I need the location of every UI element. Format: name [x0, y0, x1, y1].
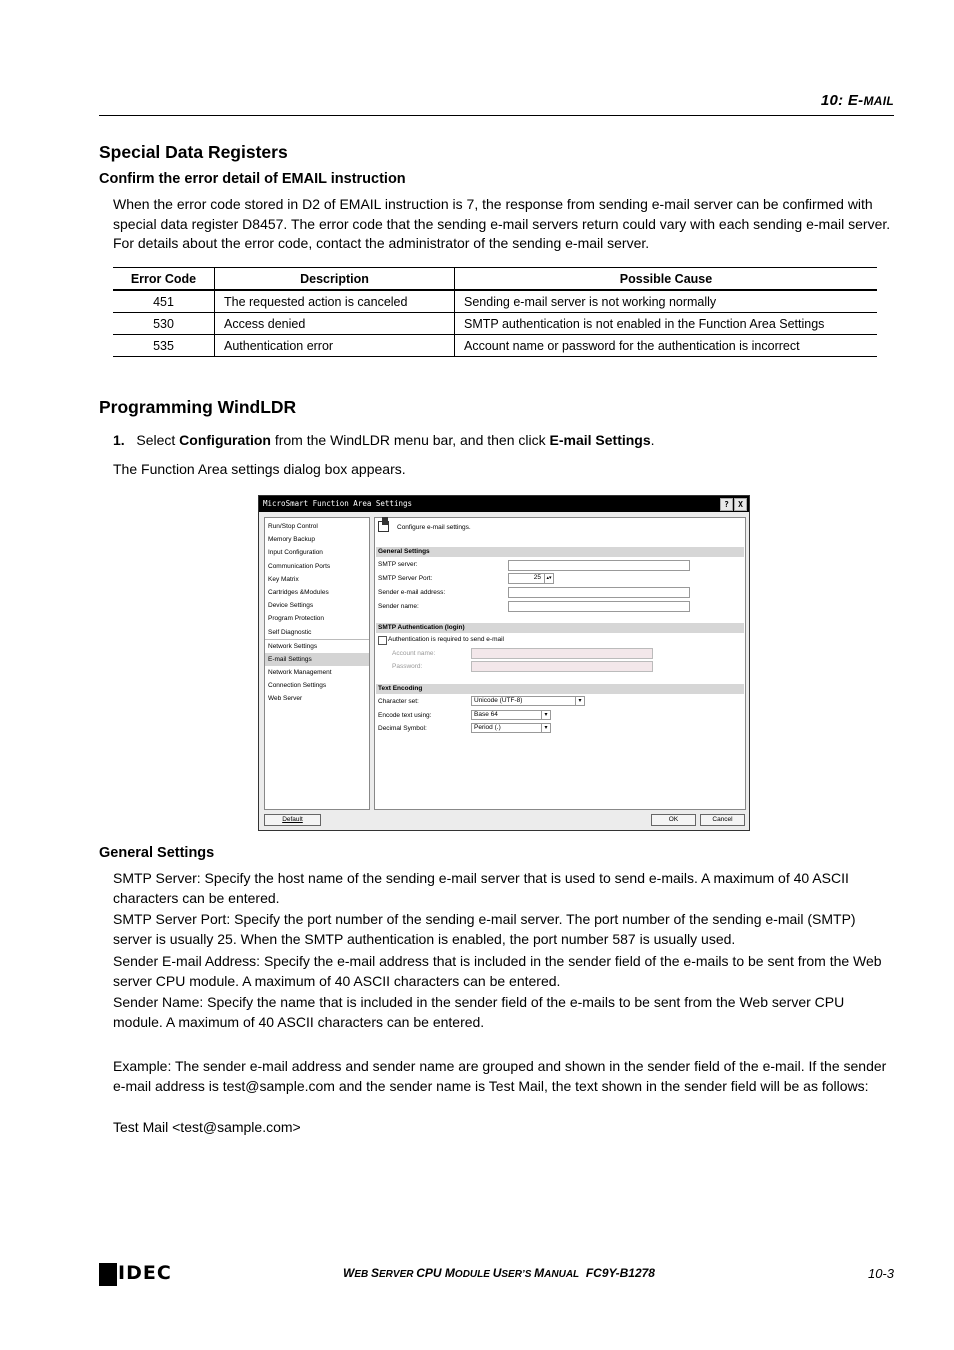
- tree-item-network-settings[interactable]: Network Settings: [265, 639, 369, 653]
- decimal-value: Period (.): [474, 724, 501, 731]
- smtp-server-input[interactable]: [508, 560, 690, 571]
- sender-email-label: Sender e-mail address:: [378, 589, 446, 596]
- configure-email-label: Configure e-mail settings.: [397, 524, 471, 531]
- sender-email-paragraph: Sender E-mail Address: Specify the e-mail address that is included in the sender field of the e-mails to be sent from the Web server CPU module. A maximum of 40 ASCII characters can be entered.: [113, 953, 882, 989]
- error-intro-paragraph: When the error code stored in D2 of EMAIL instruction is 7, the response from sending e-mail server can be confirmed with special data register D8457. The error code that the sending e-mail servers return could vary with each sending e-mail server. For details about the error code, contact the administrator of the sending e-mail server.: [113, 196, 891, 251]
- checkbox-check-icon: [382, 517, 388, 525]
- encode-label: Encode text using:: [378, 712, 432, 719]
- decimal-label: Decimal Symbol:: [378, 725, 427, 732]
- text-encoding-header: Text Encoding: [376, 684, 744, 694]
- step-text-pre: Select: [136, 432, 180, 448]
- smtp-server-paragraph: SMTP Server: Specify the host name of the sending e-mail server that is used to send e-mails. A maximum of 40 ASCII characters can be entered.: [113, 870, 849, 906]
- ok-button[interactable]: OK: [651, 814, 696, 826]
- menu-configuration: Configuration: [179, 432, 271, 448]
- general-settings-header: General Settings: [376, 547, 744, 557]
- step-text-mid: from the WindLDR menu bar, and then click: [270, 432, 550, 448]
- cause-cell: SMTP authentication is not enabled in the Function Area Settings: [455, 313, 878, 335]
- description-cell: Authentication error: [215, 335, 455, 357]
- idec-logo-mark: [99, 1263, 117, 1286]
- tree-item-self-diagnostic[interactable]: Self Diagnostic: [268, 628, 312, 636]
- manual-title: WEB SERVER CPU MODULE USER’S MANUAL FC9Y-B1278: [343, 1266, 655, 1280]
- smtp-port-stepper[interactable]: [508, 573, 554, 584]
- cause-cell: Account name or password for the authentication is incorrect: [455, 335, 878, 357]
- table-row: [113, 335, 877, 357]
- function-area-settings-dialog: [258, 495, 750, 831]
- stepper-arrows-icon[interactable]: ▴▾: [544, 574, 553, 583]
- doc-code: FC9Y-B1278: [585, 1266, 655, 1280]
- tree-item-cartridges[interactable]: Cartridges &Modules: [268, 588, 329, 596]
- smtp-port-paragraph: SMTP Server Port: Specify the port number of the sending e-mail server. The port number of the sending e-mail (SMTP) server is usually 25. When the SMTP authentication is enabled, the port number 587 is usually used.: [113, 911, 856, 947]
- decimal-select[interactable]: [471, 723, 551, 733]
- example-result: Test Mail <test@sample.com>: [113, 1119, 301, 1135]
- sender-name-input[interactable]: [508, 601, 690, 612]
- password-label: Password:: [392, 663, 423, 670]
- chevron-down-icon[interactable]: ▾: [541, 711, 550, 719]
- cancel-button[interactable]: Cancel: [700, 814, 745, 826]
- auth-required-checkbox[interactable]: [378, 636, 387, 645]
- example-paragraph: Example: The sender e-mail address and sender name are grouped and shown in the sender field of the e-mail. If the sender e-mail address is test@sample.com and the sender name is Test Mail, the text shown in the sender field will be as follows:: [113, 1058, 887, 1094]
- column-header-description: Description: [215, 268, 455, 291]
- close-icon[interactable]: X: [734, 498, 747, 511]
- charset-select[interactable]: [471, 696, 585, 706]
- step-number: 1.: [113, 432, 125, 448]
- encode-select[interactable]: [471, 710, 551, 720]
- section-title-general-settings: General Settings: [99, 845, 215, 861]
- smtp-port-label: SMTP Server Port:: [378, 575, 433, 582]
- charset-value: Unicode (UTF-8): [474, 697, 523, 704]
- email-settings-panel: [374, 517, 746, 810]
- dialog-title: MicroSmart Function Area Settings: [263, 499, 413, 508]
- chapter-title: 10: E-MAIL: [820, 92, 894, 109]
- description-cell: Access denied: [215, 313, 455, 335]
- tree-item-device-settings[interactable]: Device Settings: [268, 602, 314, 610]
- step-1-result: The Function Area settings dialog box appears.: [113, 461, 406, 477]
- tree-item-web-server[interactable]: Web Server: [268, 695, 303, 703]
- page-number: 10-3: [867, 1266, 894, 1281]
- tree-item-connection-settings[interactable]: Connection Settings: [268, 682, 327, 690]
- section-title-special-data-registers: Special Data Registers: [99, 142, 288, 162]
- subsection-title-confirm-error: Confirm the error detail of EMAIL instruction: [99, 171, 406, 187]
- error-code-cell: 451: [113, 290, 215, 313]
- encode-value: Base 64: [474, 711, 498, 718]
- header-rule: [99, 115, 894, 116]
- default-button-label: Default: [282, 816, 303, 823]
- step-1: [113, 431, 893, 451]
- tree-item-key-matrix[interactable]: Key Matrix: [268, 575, 299, 583]
- password-input[interactable]: [471, 661, 653, 672]
- table-header-row: [113, 268, 877, 291]
- default-button[interactable]: [264, 814, 321, 826]
- configure-email-checkbox[interactable]: [378, 521, 389, 532]
- tree-item-memory-backup[interactable]: Memory Backup: [268, 536, 315, 544]
- sender-email-input[interactable]: [508, 587, 690, 598]
- error-code-cell: 530: [113, 313, 215, 335]
- tree-item-run-stop[interactable]: Run/Stop Control: [268, 523, 318, 530]
- dialog-title-bar: [259, 496, 749, 512]
- sender-name-label: Sender name:: [378, 603, 419, 610]
- smtp-auth-header: SMTP Authentication (login): [376, 623, 744, 633]
- account-name-input[interactable]: [471, 648, 653, 659]
- account-name-label: Account name:: [392, 650, 436, 657]
- charset-label: Character set:: [378, 698, 419, 705]
- sender-name-paragraph: Sender Name: Specify the name that is included in the sender field of the e-mails to be sent from the Web server CPU module. A maximum of 40 ASCII characters can be entered.: [113, 994, 845, 1030]
- chevron-down-icon[interactable]: ▾: [575, 697, 584, 705]
- table-row: [113, 290, 877, 313]
- tree-item-network-management[interactable]: Network Management: [268, 669, 332, 677]
- help-icon[interactable]: ?: [720, 498, 733, 511]
- tree-item-email-settings[interactable]: E-mail Settings: [265, 653, 369, 666]
- error-code-cell: 535: [113, 335, 215, 357]
- smtp-server-label: SMTP server:: [378, 561, 418, 568]
- section-title-programming-windldr: Programming WindLDR: [99, 397, 297, 417]
- column-header-possible-cause: Possible Cause: [455, 268, 878, 291]
- tree-item-communication-ports[interactable]: Communication Ports: [268, 562, 331, 570]
- chevron-down-icon[interactable]: ▾: [541, 724, 550, 732]
- settings-tree: [264, 517, 370, 810]
- smtp-port-value: 25: [533, 574, 541, 581]
- menu-email-settings: E-mail Settings: [549, 432, 651, 448]
- error-code-table: [113, 267, 877, 357]
- cause-cell: Sending e-mail server is not working normally: [455, 290, 878, 313]
- table-row: [113, 313, 877, 335]
- idec-logo: IDEC: [118, 1262, 172, 1284]
- column-header-error-code: Error Code: [113, 268, 215, 291]
- step-text-post: .: [650, 432, 655, 448]
- tree-item-program-protection[interactable]: Program Protection: [268, 615, 324, 623]
- description-cell: The requested action is canceled: [215, 290, 455, 313]
- tree-item-input-configuration[interactable]: Input Configuration: [268, 549, 323, 557]
- auth-required-label: Authentication is required to send e-mail: [388, 636, 504, 643]
